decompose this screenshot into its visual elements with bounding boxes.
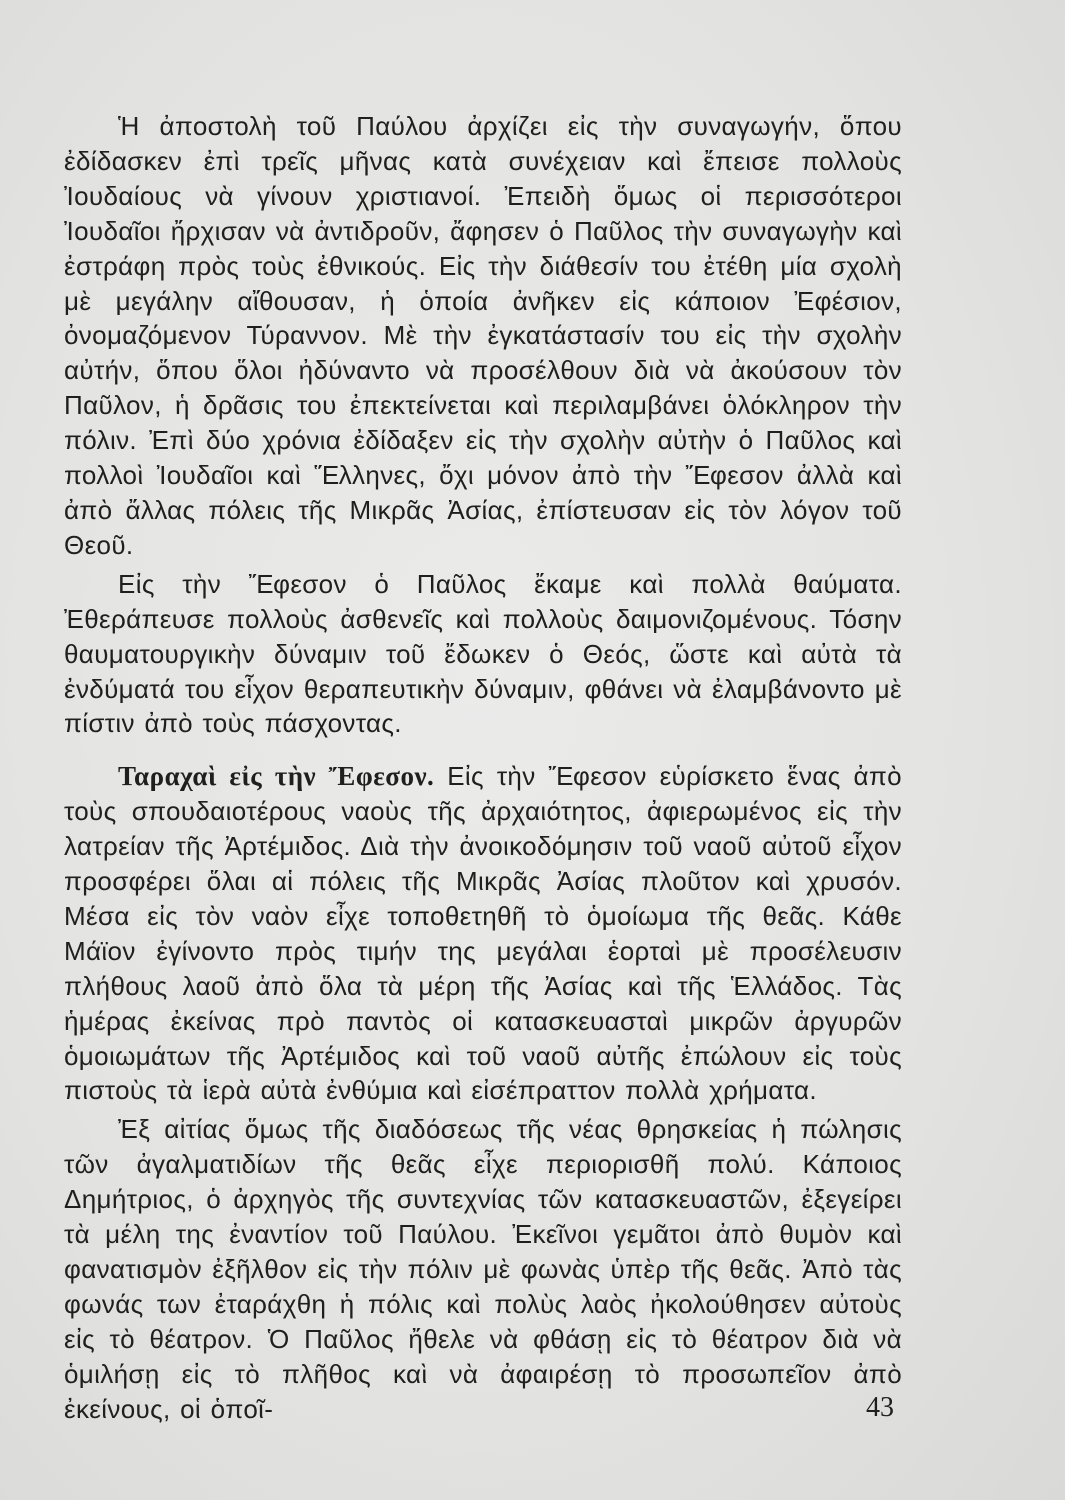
section-intro-text: Εἰς τὴν Ἔφεσον εὑρίσκετο ἕνας ἀπὸ τοὺς σπουδαιοτέρους ναοὺς τῆς ἀρχαιότητος, ἀφιερωμένος εἰς τὴν λατρείαν τῆς Ἀρτέμιδος. Διὰ τὴν ἀνοικοδόμησιν τοῦ ναοῦ αὐτοῦ εἶχον προσφέρει ὅλαι αἱ πόλεις τῆς Μικρᾶς Ἀσίας πλοῦτον καὶ χρυσόν. Μέσα εἰς τὸν ναὸν εἶχε τοποθετηθῆ τὸ ὁμοίωμα τῆς θεᾶς. Κάθε Μάϊον ἐγίνοντο πρὸς τιμήν της μεγάλαι ἑορταὶ μὲ προσέλευσιν πλήθους λαοῦ ἀπὸ ὅλα τὰ μέρη τῆς Ἀσίας καὶ τῆς Ἑλλάδος. Τὰς ἡμέρας ἐκείνας πρὸ παντὸς οἱ κατασκευασταὶ μικρῶν ἀργυρῶν ὁμοιωμάτων τῆς Ἀρτέμιδος καὶ τοῦ ναοῦ αὐτῆς ἐπώλουν εἰς τοὺς πιστοὺς τὰ ἱερὰ αὐτὰ ἐνθύμια καὶ εἰσέπραττον πολλὰ χρήματα. [64, 761, 902, 1106]
section-heading: Ταραχαὶ εἰς τὴν Ἔφεσον. [118, 761, 435, 792]
body-text [64, 109, 902, 1427]
page-number: 43 [866, 1392, 894, 1423]
paragraph-demetrius: Ἐξ αἰτίας ὅμως τῆς διαδόσεως τῆς νέας θρησκείας ἡ πώλησις τῶν ἀγαλματιδίων τῆς θεᾶς εἶχε περιορισθῆ πολύ. Κάποιος Δημήτριος, ὁ ἀρχηγὸς τῆς συντεχνίας τῶν κατασκευαστῶν, ἐξεγείρει τὰ μέλη της ἐναντίον τοῦ Παύλου. Ἐκεῖνοι γεμᾶτοι ἀπὸ θυμὸν καὶ φανατισμὸν ἐξῆλθον εἰς τὴν πόλιν μὲ φωνὰς ὑπὲρ τῆς θεᾶς. Ἀπὸ τὰς φωνάς των ἐταράχθη ἡ πόλις καὶ πολὺς λαὸς ἠκολούθησεν αὐτοὺς εἰς τὸ θέατρον. Ὁ Παῦλος ἤθελε νὰ φθάσῃ εἰς τὸ θέατρον διὰ νὰ ὁμιλήσῃ εἰς τὸ πλῆθος καὶ νὰ ἀφαιρέσῃ τὸ προσωπεῖον ἀπὸ ἐκείνους, οἱ ὁποῖ- [64, 1114, 902, 1424]
paragraph-miracles: Εἰς τὴν Ἔφεσον ὁ Παῦλος ἔκαμε καὶ πολλὰ θαύματα. Ἐθεράπευσε πολλοὺς ἀσθενεῖς καὶ πολλοὺς δαιμονιζομένους. Τόσην θαυματουργικὴν δύναμιν τοῦ ἔδωκεν ὁ Θεός, ὥστε καὶ αὐτὰ τὰ ἐνδύματά του εἶχον θεραπευτικὴν δύναμιν, φθάνει νὰ ἐλαμβάνοντο μὲ πίστιν ἀπὸ τοὺς πάσχοντας. [64, 568, 902, 739]
paragraph-mission-in-ephesus: Ἡ ἀποστολὴ τοῦ Παύλου ἀρχίζει εἰς τὴν συναγωγήν, ὅπου ἐδίδασκεν ἐπὶ τρεῖς μῆνας κατὰ συνέχειαν καὶ ἔπεισε πολλοὺς Ἰουδαίους νὰ γίνουν χριστιανοί. Ἐπειδὴ ὅμως οἱ περισσότεροι Ἰουδαῖοι ἤρχισαν νὰ ἀντιδροῦν, ἄφησεν ὁ Παῦλος τὴν συναγωγὴν καὶ ἐστράφη πρὸς τοὺς ἐθνικούς. Εἰς τὴν διάθεσίν του ἐτέθη μία σχολὴ μὲ μεγάλην αἴθουσαν, ἡ ὁποία ἀνῆκεν εἰς κάποιον Ἐφέσιον, ὀνομαζόμενον Τύραννον. Μὲ τὴν ἐγκατάστασίν του εἰς τὴν σχολὴν αὐτήν, ὅπου ὅλοι ἠδύναντο νὰ προσέλθουν διὰ νὰ ἀκούσουν τὸν Παῦλον, ἡ δρᾶσις του ἐπεκτείνεται καὶ περιλαμβάνει ὁλόκληρον τὴν πόλιν. Ἐπὶ δύο χρόνια ἐδίδαξεν εἰς τὴν σχολὴν αὐτὴν ὁ Παῦλος καὶ πολλοὶ Ἰουδαῖοι καὶ Ἕλληνες, ὄχι μόνον ἀπὸ τὴν Ἔφεσον ἀλλὰ καὶ ἀπὸ ἄλλας πόλεις τῆς Μικρᾶς Ἀσίας, ἐπίστευσαν εἰς τὸν λόγον τοῦ Θεοῦ. [64, 111, 902, 560]
paragraph-riots-intro [64, 759, 902, 1108]
